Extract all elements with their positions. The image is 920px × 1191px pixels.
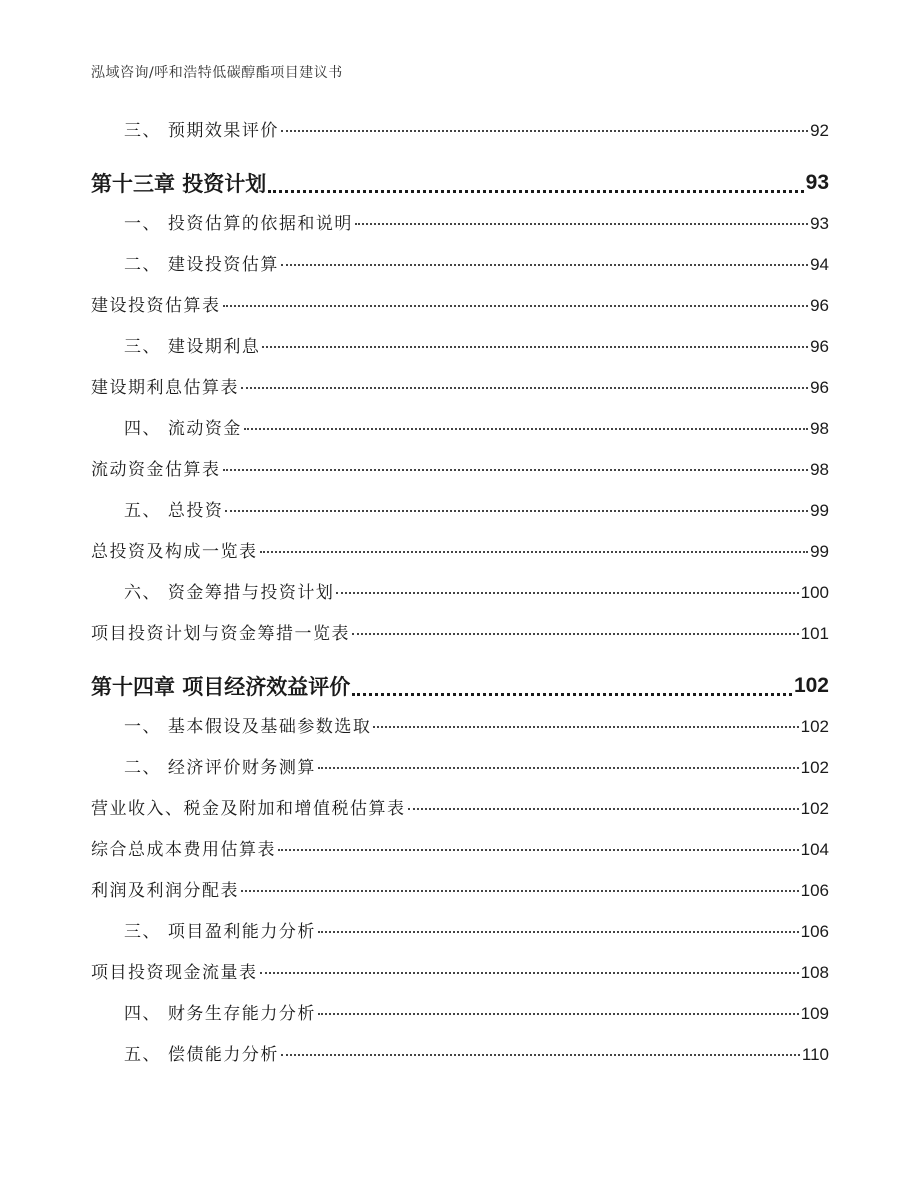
toc-dot-leader <box>373 726 798 728</box>
toc-entry[interactable] <box>91 250 829 291</box>
toc-entry-title: 营业收入、税金及附加和增值税估算表 <box>91 799 406 819</box>
toc-page-number: 92 <box>810 121 829 140</box>
toc-entry-title: 五、 总投资 <box>124 501 224 521</box>
toc-entry-title: 第十四章 项目经济效益评价 <box>91 675 351 699</box>
toc-entry-title: 四、 财务生存能力分析 <box>124 1004 316 1024</box>
toc-entry[interactable] <box>91 537 829 578</box>
toc-dot-leader <box>352 633 799 635</box>
toc-entry[interactable] <box>91 917 829 958</box>
toc-entry[interactable] <box>91 1040 829 1081</box>
toc-page-number: 93 <box>805 171 829 194</box>
toc-chapter-entry[interactable] <box>91 157 829 209</box>
toc-dot-leader <box>268 190 803 193</box>
toc-entry-title: 五、 偿债能力分析 <box>124 1045 279 1065</box>
toc-page-number: 110 <box>801 1045 829 1064</box>
toc-entry[interactable] <box>91 116 829 157</box>
toc-entry-title: 三、 建设期利息 <box>124 337 261 357</box>
toc-page-number: 93 <box>810 214 829 233</box>
toc-entry[interactable] <box>91 876 829 917</box>
toc-entry[interactable] <box>91 209 829 250</box>
toc-page-number: 101 <box>800 624 829 643</box>
toc-entry[interactable] <box>91 753 829 794</box>
toc-entry-title: 一、 基本假设及基础参数选取 <box>124 717 372 737</box>
toc-dot-leader <box>318 767 799 769</box>
toc-entry-title: 建设投资估算表 <box>91 296 221 316</box>
toc-dot-leader <box>262 346 808 348</box>
toc-page-number: 102 <box>800 717 829 736</box>
toc-entry[interactable] <box>91 291 829 332</box>
toc-dot-leader <box>281 1054 800 1056</box>
toc-page-number: 109 <box>800 1004 829 1023</box>
toc-page-number: 100 <box>800 583 829 602</box>
toc-entry-title: 二、 经济评价财务测算 <box>124 758 316 778</box>
toc-entry[interactable] <box>91 619 829 660</box>
toc-entry[interactable] <box>91 414 829 455</box>
toc-dot-leader <box>408 808 799 810</box>
toc-dot-leader <box>318 931 799 933</box>
toc-dot-leader <box>223 469 809 471</box>
toc-entry-title: 六、 资金筹措与投资计划 <box>124 583 335 603</box>
toc-entry-title: 利润及利润分配表 <box>91 881 239 901</box>
toc-dot-leader <box>244 428 808 430</box>
toc-dot-leader <box>241 890 799 892</box>
toc-page-number: 106 <box>800 881 829 900</box>
toc-dot-leader <box>281 264 808 266</box>
toc-dot-leader <box>223 305 809 307</box>
toc-entry[interactable] <box>91 794 829 835</box>
toc-dot-leader <box>281 130 808 132</box>
toc-page-number: 106 <box>800 922 829 941</box>
toc-entry-title: 三、 预期效果评价 <box>124 121 279 141</box>
toc-dot-leader <box>318 1013 799 1015</box>
toc-entry[interactable] <box>91 496 829 537</box>
toc-page-number: 96 <box>810 296 829 315</box>
toc-dot-leader <box>260 551 809 553</box>
toc-entry[interactable] <box>91 373 829 414</box>
toc-page-number: 96 <box>810 378 829 397</box>
toc-page-number: 99 <box>810 542 829 561</box>
toc-page-number: 98 <box>810 460 829 479</box>
toc-dot-leader <box>241 387 808 389</box>
toc-entry[interactable] <box>91 999 829 1040</box>
toc-entry[interactable] <box>91 455 829 496</box>
toc-entry-title: 建设期利息估算表 <box>91 378 239 398</box>
table-of-contents <box>91 116 829 1081</box>
toc-entry-title: 四、 流动资金 <box>124 419 242 439</box>
toc-entry-title: 流动资金估算表 <box>91 460 221 480</box>
toc-chapter-entry[interactable] <box>91 660 829 712</box>
toc-entry[interactable] <box>91 332 829 373</box>
toc-page-number: 96 <box>810 337 829 356</box>
toc-entry-title: 综合总成本费用估算表 <box>91 840 276 860</box>
toc-page-number: 98 <box>810 419 829 438</box>
toc-entry[interactable] <box>91 712 829 753</box>
toc-page-number: 102 <box>800 799 829 818</box>
toc-entry-title: 三、 项目盈利能力分析 <box>124 922 316 942</box>
toc-page-number: 108 <box>800 963 829 982</box>
toc-dot-leader <box>355 223 808 225</box>
toc-entry-title: 项目投资计划与资金筹措一览表 <box>91 624 350 644</box>
toc-dot-leader <box>336 592 798 594</box>
toc-dot-leader <box>260 972 799 974</box>
toc-page-number: 104 <box>800 840 829 859</box>
toc-entry[interactable] <box>91 835 829 876</box>
toc-entry-title: 第十三章 投资计划 <box>91 172 267 196</box>
page-header: 泓域咨询/呼和浩特低碳醇酯项目建议书 <box>91 65 343 81</box>
toc-entry-title: 二、 建设投资估算 <box>124 255 279 275</box>
toc-page-number: 102 <box>800 758 829 777</box>
toc-page-number: 99 <box>810 501 829 520</box>
toc-entry[interactable] <box>91 958 829 999</box>
toc-entry-title: 总投资及构成一览表 <box>91 542 258 562</box>
toc-entry-title: 一、 投资估算的依据和说明 <box>124 214 353 234</box>
toc-dot-leader <box>352 693 792 696</box>
toc-dot-leader <box>278 849 799 851</box>
toc-page-number: 102 <box>793 674 829 697</box>
toc-entry[interactable] <box>91 578 829 619</box>
toc-dot-leader <box>225 510 808 512</box>
toc-page-number: 94 <box>810 255 829 274</box>
toc-entry-title: 项目投资现金流量表 <box>91 963 258 983</box>
